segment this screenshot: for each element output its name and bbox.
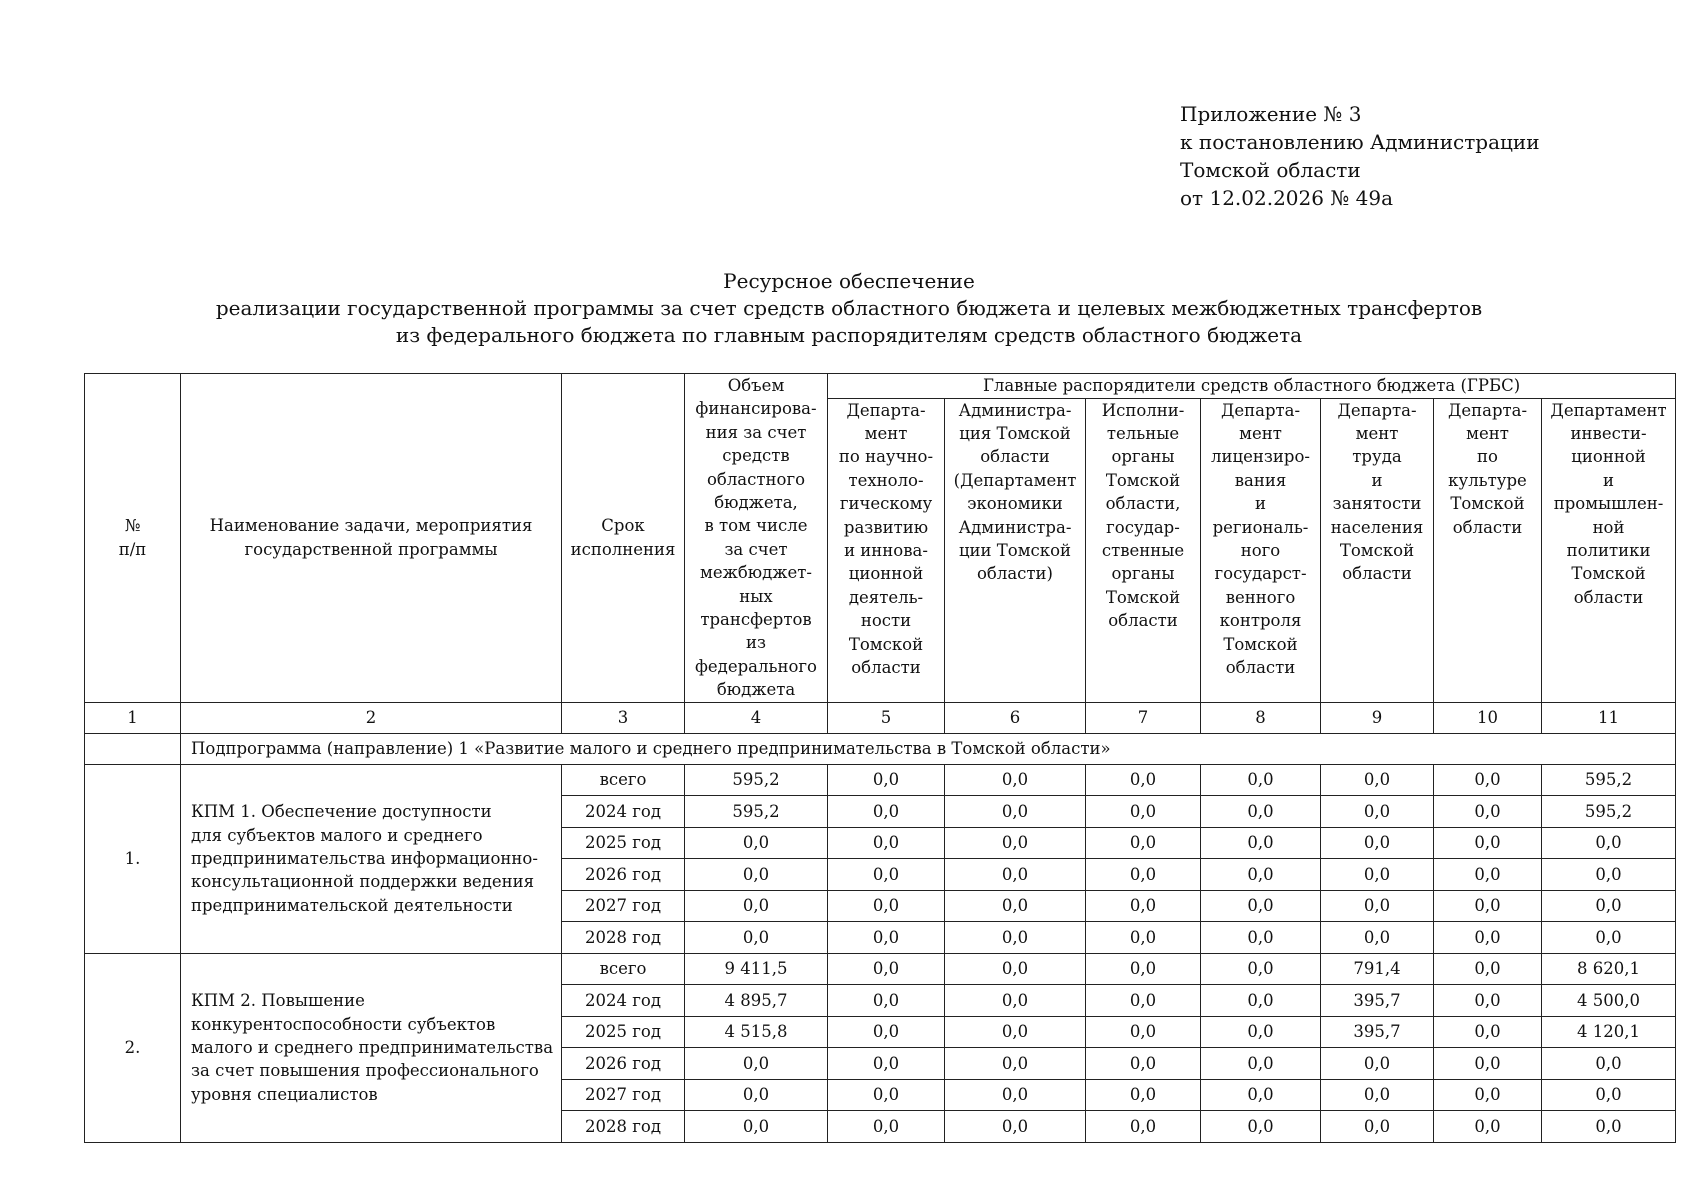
header-text-line: венного — [1225, 587, 1296, 607]
header-text-line: инвести- — [1570, 424, 1647, 444]
value-cell: 0,0 — [1542, 922, 1676, 954]
value-cell: 395,7 — [1321, 1016, 1434, 1048]
value-cell: 0,0 — [945, 1016, 1086, 1048]
task-name — [181, 764, 562, 953]
value-cell: 0,0 — [1086, 859, 1201, 891]
value-cell: 0,0 — [1086, 922, 1201, 954]
value-cell: 395,7 — [1321, 985, 1434, 1017]
value-cell: 0,0 — [1201, 859, 1321, 891]
header-text-line: контроля — [1219, 611, 1302, 631]
header-text-line: по — [1477, 447, 1498, 467]
header-text-line: населения — [1330, 517, 1424, 537]
term-cell: 2025 год — [562, 1016, 685, 1048]
header-text-line: лицензиро- — [1211, 447, 1310, 467]
header-dept-culture — [1434, 398, 1542, 702]
header-text-line: ных — [739, 586, 773, 606]
value-cell: 0,0 — [1086, 1079, 1201, 1111]
header-text-line: области — [1452, 517, 1523, 537]
header-text-line: мент — [1355, 424, 1399, 444]
value-cell: 0,0 — [1201, 953, 1321, 985]
value-cell: 0,0 — [685, 890, 828, 922]
value-cell: 0,0 — [1321, 827, 1434, 859]
task-name-line: для субъектов малого и среднего — [191, 825, 483, 845]
value-cell: 0,0 — [1434, 764, 1542, 796]
header-text-line: № — [124, 516, 141, 536]
value-cell: 0,0 — [1201, 764, 1321, 796]
header-term — [562, 374, 685, 703]
value-cell: 0,0 — [945, 764, 1086, 796]
column-number: 8 — [1201, 702, 1321, 733]
title-line: из федерального бюджета по главным распорядителям средств областного бюджета — [395, 323, 1303, 347]
header-text-line: ния за счет — [705, 422, 807, 442]
header-text-line: исполнения — [570, 539, 676, 559]
value-cell: 0,0 — [1434, 922, 1542, 954]
header-text-line: Томской — [1571, 564, 1646, 584]
header-text-line: развитию — [843, 517, 929, 537]
value-cell: 0,0 — [1321, 1079, 1434, 1111]
task-name-line: консультационной поддержки ведения — [191, 872, 535, 892]
term-cell: 2028 год — [562, 922, 685, 954]
value-cell: 0,0 — [828, 953, 945, 985]
value-cell: 4 120,1 — [1542, 1016, 1676, 1048]
header-text-line: государственной программы — [244, 539, 498, 559]
value-cell: 0,0 — [1086, 985, 1201, 1017]
task-name-line: уровня специалистов — [191, 1084, 378, 1104]
task-name-line: КПМ 2. Повышение — [191, 991, 365, 1011]
header-text-line: п/п — [118, 539, 147, 559]
header-text-line: Томской — [1450, 494, 1525, 514]
column-number: 6 — [945, 702, 1086, 733]
header-text-line: культуре — [1448, 470, 1527, 490]
header-dept-licensing — [1201, 398, 1321, 702]
value-cell: 0,0 — [1434, 953, 1542, 985]
header-text-line: Исполни- — [1101, 400, 1185, 420]
task-number: 2. — [85, 953, 181, 1142]
value-cell: 0,0 — [828, 1048, 945, 1080]
header-text-line: региональ- — [1212, 517, 1309, 537]
value-cell: 0,0 — [828, 796, 945, 828]
header-dept-executive-bodies — [1086, 398, 1201, 702]
header-text-line: финансирова- — [695, 399, 817, 419]
value-cell: 0,0 — [945, 922, 1086, 954]
value-cell: 0,0 — [1201, 827, 1321, 859]
header-text-line: ция Томской — [959, 424, 1071, 444]
header-text-line: техноло- — [848, 470, 924, 490]
value-cell: 0,0 — [1434, 890, 1542, 922]
header-text-line: Наименование задачи, мероприятия — [209, 516, 533, 536]
term-cell: 2024 год — [562, 796, 685, 828]
annex-line: Томской области — [1180, 158, 1361, 182]
column-number: 10 — [1434, 702, 1542, 733]
header-grbs: Главные распорядители средств областного бюджета (ГРБС) — [828, 374, 1676, 399]
value-cell: 0,0 — [685, 1111, 828, 1143]
term-cell: 2028 год — [562, 1111, 685, 1143]
value-cell: 0,0 — [945, 953, 1086, 985]
value-cell: 0,0 — [1542, 890, 1676, 922]
header-text-line: Департа- — [1220, 400, 1301, 420]
header-text-line: из — [746, 633, 766, 653]
value-cell: 0,0 — [1086, 764, 1201, 796]
value-cell: 0,0 — [685, 859, 828, 891]
header-text-line: промышлен- — [1553, 494, 1664, 514]
value-cell: 0,0 — [945, 796, 1086, 828]
header-text-line: ционной — [1571, 447, 1646, 467]
task-name-line: КПМ 1. Обеспечение доступности — [191, 802, 492, 822]
header-text-line: тельные — [1106, 424, 1180, 444]
header-text-line: Департа- — [1337, 400, 1417, 420]
header-text-line: в том числе — [704, 516, 808, 536]
value-cell: 0,0 — [828, 1111, 945, 1143]
subprogram-num-cell — [85, 733, 181, 764]
header-text-line: области — [851, 658, 921, 678]
header-text-line: деятель- — [848, 587, 924, 607]
task-number: 1. — [85, 764, 181, 953]
header-text-line: органы — [1111, 564, 1175, 584]
value-cell: 0,0 — [1434, 859, 1542, 891]
value-cell: 0,0 — [1086, 953, 1201, 985]
header-text-line: Департамент — [1550, 400, 1667, 420]
value-cell: 9 411,5 — [685, 953, 828, 985]
value-cell: 0,0 — [685, 922, 828, 954]
value-cell: 0,0 — [828, 985, 945, 1017]
value-cell: 0,0 — [1434, 827, 1542, 859]
header-text-line: области — [1108, 611, 1178, 631]
value-cell: 4 500,0 — [1542, 985, 1676, 1017]
term-cell: всего — [562, 953, 685, 985]
header-text-line: государст- — [1214, 564, 1307, 584]
header-text-line: ции Томской — [958, 541, 1072, 561]
value-cell: 0,0 — [1434, 985, 1542, 1017]
header-text-line: органы — [1111, 447, 1175, 467]
value-cell: 0,0 — [1321, 922, 1434, 954]
header-text-line: межбюджет- — [700, 563, 812, 583]
value-cell: 0,0 — [1201, 1016, 1321, 1048]
task-name-line: предпринимательской деятельности — [191, 895, 513, 915]
header-text-line: Томской — [1223, 634, 1298, 654]
value-cell: 0,0 — [945, 827, 1086, 859]
title-line: Ресурсное обеспечение — [723, 269, 975, 293]
value-cell: 0,0 — [945, 985, 1086, 1017]
header-text-line: Администра- — [958, 400, 1072, 420]
value-cell: 0,0 — [1086, 827, 1201, 859]
column-number: 5 — [828, 702, 945, 733]
task-name-line: за счет повышения профессионального — [191, 1061, 539, 1081]
value-cell: 0,0 — [1201, 922, 1321, 954]
value-cell: 0,0 — [1434, 1111, 1542, 1143]
term-cell: 2027 год — [562, 1079, 685, 1111]
value-cell: 0,0 — [1086, 796, 1201, 828]
document-title — [0, 268, 1698, 349]
header-text-line: по научно- — [838, 447, 934, 467]
header-dept-investment — [1542, 398, 1676, 702]
value-cell: 0,0 — [1086, 1048, 1201, 1080]
value-cell: 595,2 — [685, 796, 828, 828]
header-text-line: бюджета — [716, 680, 796, 700]
value-cell: 0,0 — [1086, 1111, 1201, 1143]
value-cell: 0,0 — [1086, 890, 1201, 922]
value-cell: 595,2 — [685, 764, 828, 796]
value-cell: 0,0 — [1321, 796, 1434, 828]
header-text-line: ного — [1240, 541, 1281, 561]
header-text-line: бюджета, — [714, 493, 798, 513]
header-text-line: мент — [864, 424, 908, 444]
header-text-line: Объем — [727, 376, 785, 395]
value-cell: 0,0 — [945, 1048, 1086, 1080]
header-text-line: Департа- — [846, 400, 926, 420]
subprogram-title: Подпрограмма (направление) 1 «Развитие малого и среднего предпринимательства в Томской области» — [181, 733, 1676, 764]
header-text-line: труда — [1352, 447, 1402, 467]
value-cell: 0,0 — [1086, 1016, 1201, 1048]
column-number: 3 — [562, 702, 685, 733]
subprogram-row — [85, 733, 1676, 764]
value-cell: 0,0 — [945, 1079, 1086, 1111]
header-text-line: ционной — [848, 564, 924, 584]
value-cell: 0,0 — [1434, 1048, 1542, 1080]
header-text-line: Администра- — [958, 517, 1072, 537]
value-cell: 0,0 — [685, 1079, 828, 1111]
header-text-line: и — [1255, 494, 1266, 514]
value-cell: 0,0 — [1321, 859, 1434, 891]
header-dept-labor — [1321, 398, 1434, 702]
resource-table — [84, 373, 1676, 1143]
value-cell: 0,0 — [1321, 890, 1434, 922]
header-dept-science — [828, 398, 945, 702]
column-number: 9 — [1321, 702, 1434, 733]
term-cell: 2026 год — [562, 1048, 685, 1080]
header-text-line: Срок — [601, 516, 645, 536]
value-cell: 0,0 — [1201, 796, 1321, 828]
column-number: 2 — [181, 702, 562, 733]
term-cell: всего — [562, 764, 685, 796]
header-text-line: средств — [722, 446, 790, 466]
value-cell: 0,0 — [828, 890, 945, 922]
value-cell: 0,0 — [685, 1048, 828, 1080]
annex-block — [1180, 100, 1540, 212]
header-text-line: области) — [977, 564, 1053, 584]
column-number: 11 — [1542, 702, 1676, 733]
header-text-line: политики — [1566, 541, 1651, 561]
task-name-line: малого и среднего предпринимательства — [191, 1037, 554, 1057]
value-cell: 0,0 — [1542, 1079, 1676, 1111]
value-cell: 0,0 — [828, 764, 945, 796]
header-text-line: гическому — [839, 494, 933, 514]
header-num — [85, 374, 181, 703]
value-cell: 0,0 — [1434, 796, 1542, 828]
value-cell: 0,0 — [1542, 859, 1676, 891]
task-name-line: конкурентоспособности субъектов — [191, 1014, 496, 1034]
header-text-line: мент — [1239, 424, 1282, 444]
header-text-line: областного — [706, 469, 806, 489]
header-text-line: и — [1603, 470, 1615, 490]
table-row — [85, 764, 1676, 796]
header-text-line: Томской — [848, 634, 924, 654]
table-row — [85, 953, 1676, 985]
value-cell: 0,0 — [945, 859, 1086, 891]
value-cell: 0,0 — [1434, 1079, 1542, 1111]
value-cell: 0,0 — [1542, 1048, 1676, 1080]
header-text-line: ной — [1592, 517, 1625, 537]
header-text-line: вания — [1234, 470, 1287, 490]
header-text-line: за счет — [724, 539, 788, 559]
header-text-line: занятости — [1332, 494, 1422, 514]
term-cell: 2024 год — [562, 985, 685, 1017]
value-cell: 0,0 — [1321, 1048, 1434, 1080]
value-cell: 0,0 — [828, 859, 945, 891]
value-cell: 0,0 — [1201, 1079, 1321, 1111]
column-number-row — [85, 702, 1676, 733]
header-volume — [685, 374, 828, 703]
value-cell: 0,0 — [1321, 1111, 1434, 1143]
value-cell: 0,0 — [1201, 1048, 1321, 1080]
value-cell: 0,0 — [1542, 827, 1676, 859]
header-text-line: области, — [1105, 494, 1181, 514]
header-text-line: Департа- — [1447, 400, 1528, 420]
term-cell: 2026 год — [562, 859, 685, 891]
title-line: реализации государственной программы за счет средств областного бюджета и целевых межбюджетных трансфертов — [215, 296, 1483, 320]
header-text-line: Томской — [1105, 470, 1181, 490]
value-cell: 0,0 — [1542, 1111, 1676, 1143]
value-cell: 595,2 — [1542, 796, 1676, 828]
value-cell: 4 895,7 — [685, 985, 828, 1017]
value-cell: 0,0 — [1201, 890, 1321, 922]
value-cell: 791,4 — [1321, 953, 1434, 985]
header-text-line: и иннова- — [844, 541, 928, 561]
value-cell: 0,0 — [828, 1016, 945, 1048]
value-cell: 0,0 — [945, 1111, 1086, 1143]
annex-line: Приложение № 3 — [1180, 102, 1362, 126]
annex-line: от 12.02.2026 № 49а — [1180, 186, 1393, 210]
header-text-line: ственные — [1101, 541, 1185, 561]
header-text-line: экономики — [967, 494, 1063, 514]
header-text-line: мент — [1466, 424, 1509, 444]
header-text-line: области — [1573, 587, 1644, 607]
value-cell: 0,0 — [685, 827, 828, 859]
task-name-line: предпринимательства информационно- — [191, 848, 538, 868]
header-text-line: области — [1342, 564, 1412, 584]
column-number: 1 — [85, 702, 181, 733]
value-cell: 0,0 — [828, 1079, 945, 1111]
value-cell: 4 515,8 — [685, 1016, 828, 1048]
value-cell: 0,0 — [1321, 764, 1434, 796]
value-cell: 0,0 — [1201, 1111, 1321, 1143]
header-text-line: федерального — [695, 656, 817, 676]
task-name — [181, 953, 562, 1142]
column-number: 4 — [685, 702, 828, 733]
header-text-line: области — [980, 447, 1050, 467]
value-cell: 595,2 — [1542, 764, 1676, 796]
header-text-line: (Департамент — [953, 470, 1077, 490]
value-cell: 8 620,1 — [1542, 953, 1676, 985]
value-cell: 0,0 — [828, 827, 945, 859]
header-text-line: ности — [860, 611, 912, 631]
value-cell: 0,0 — [828, 922, 945, 954]
header-text-line: и — [1371, 470, 1383, 490]
column-number: 7 — [1086, 702, 1201, 733]
annex-line: к постановлению Администрации — [1180, 130, 1540, 154]
value-cell: 0,0 — [1201, 985, 1321, 1017]
header-dept-administration — [945, 398, 1086, 702]
header-text-line: государ- — [1106, 517, 1180, 537]
header-text-line: трансфертов — [700, 610, 812, 630]
value-cell: 0,0 — [1434, 1016, 1542, 1048]
term-cell: 2025 год — [562, 827, 685, 859]
header-name — [181, 374, 562, 703]
header-text-line: Томской — [1339, 541, 1415, 561]
term-cell: 2027 год — [562, 890, 685, 922]
value-cell: 0,0 — [945, 890, 1086, 922]
header-text-line: области — [1225, 658, 1296, 678]
header-text-line: Томской — [1105, 587, 1181, 607]
